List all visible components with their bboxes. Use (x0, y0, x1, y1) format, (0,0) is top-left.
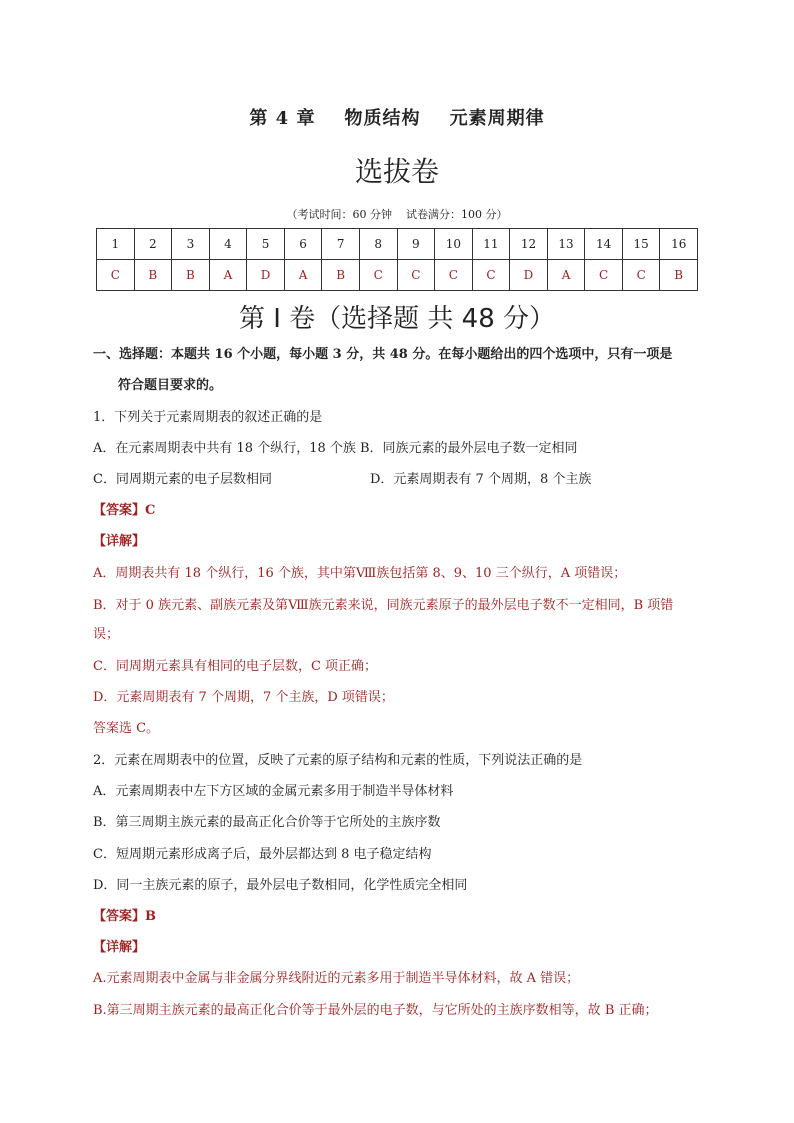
answer-cell: C (435, 260, 473, 291)
question-number-cell: 15 (622, 229, 660, 260)
q1-option-d: D．元素周期表有 7 个周期，8 个主族 (370, 472, 592, 487)
q2-option-c: C．短周期元素形成离子后，最外层都达到 8 电子稳定结构 (93, 847, 432, 862)
answer-table-answers-row (97, 260, 698, 291)
answer-table-numbers-row (97, 229, 698, 260)
answer-cell: B (134, 260, 172, 291)
q2-answer: 【答案】B (93, 909, 156, 924)
chapter-title: 第 4 章 物质结构 元素周期律 (249, 108, 545, 129)
question-number-cell: 12 (510, 229, 548, 260)
q1-stem: 1．下列关于元素周期表的叙述正确的是 (93, 410, 323, 425)
q2-stem: 2．元素在周期表中的位置，反映了元素的原子结构和元素的性质，下列说法正确的是 (93, 753, 583, 768)
question-number-cell: 9 (397, 229, 435, 260)
exam-info: （考试时间：60 分钟 试卷满分：100 分） (286, 208, 508, 221)
q2-option-a: A．元素周期表中左下方区域的金属元素多用于制造半导体材料 (93, 784, 454, 799)
section-instruction: 一、选择题：本题共 16 个小题，每小题 3 分，共 48 分。在每小题给出的四个选项中，只有一项是 (93, 347, 673, 362)
answer-cell: D (510, 260, 548, 291)
q1-answer: 【答案】C (93, 503, 156, 518)
q1-detail-label: 【详解】 (93, 534, 146, 549)
question-number-cell: 3 (172, 229, 210, 260)
answer-cell: C (472, 260, 510, 291)
answer-table (96, 228, 698, 291)
q2-detail-label: 【详解】 (93, 940, 146, 955)
q1-option-c: C．同周期元素的电子层数相同 (93, 472, 272, 487)
question-number-cell: 10 (435, 229, 473, 260)
q2-option-b: B．第三周期主族元素的最高正化合价等于它所处的主族序数 (93, 815, 441, 830)
q1-detail-a: A．周期表共有 18 个纵行，16 个族，其中第Ⅷ族包括第 8、9、10 三个纵行，A 项错误； (93, 566, 627, 581)
q1-detail-d: D．元素周期表有 7 个周期，7 个主族，D 项错误； (93, 690, 394, 705)
question-number-cell: 13 (547, 229, 585, 260)
question-number-cell: 16 (660, 229, 698, 260)
question-number-cell: 5 (247, 229, 285, 260)
answer-cell: A (284, 260, 322, 291)
question-number-cell: 2 (134, 229, 172, 260)
answer-cell: A (209, 260, 247, 291)
answer-cell: C (622, 260, 660, 291)
q2-detail-a: A.元素周期表中金属与非金属分界线附近的元素多用于制造半导体材料，故 A 错误； (93, 971, 580, 986)
answer-cell: C (397, 260, 435, 291)
q1-detail-b: B．对于 0 族元素、副族元素及第Ⅷ族元素来说，同族元素原子的最外层电子数不一定相同，B 项错 (93, 598, 674, 613)
question-number-cell: 6 (284, 229, 322, 260)
q1-options-ab: A．在元素周期表中共有 18 个纵行，18 个族 B．同族元素的最外层电子数一定相同 (93, 441, 578, 456)
answer-cell: B (660, 260, 698, 291)
answer-cell: C (97, 260, 135, 291)
answer-cell: A (547, 260, 585, 291)
question-number-cell: 8 (359, 229, 397, 260)
question-number-cell: 4 (209, 229, 247, 260)
q1-conclusion: 答案选 C。 (93, 721, 160, 736)
q2-detail-b: B.第三周期主族元素的最高正化合价等于最外层的电子数，与它所处的主族序数相等，故 B 正确； (93, 1003, 658, 1018)
answer-cell: C (359, 260, 397, 291)
question-number-cell: 7 (322, 229, 360, 260)
answer-cell: C (585, 260, 623, 291)
question-number-cell: 11 (472, 229, 510, 260)
answer-cell: B (322, 260, 360, 291)
answer-cell: B (172, 260, 210, 291)
answer-cell: D (247, 260, 285, 291)
q1-detail-b-continued: 误； (93, 627, 120, 642)
section-instruction-continued: 符合题目要求的。 (118, 378, 223, 393)
exam-title: 选拔卷 (354, 155, 439, 188)
question-number-cell: 1 (97, 229, 135, 260)
section-title: 第 I 卷（选择题 共 48 分） (238, 304, 556, 334)
q1-detail-c: C．同周期元素具有相同的电子层数，C 项正确； (93, 659, 378, 674)
q2-option-d: D．同一主族元素的原子，最外层电子数相同，化学性质完全相同 (93, 878, 468, 893)
question-number-cell: 14 (585, 229, 623, 260)
